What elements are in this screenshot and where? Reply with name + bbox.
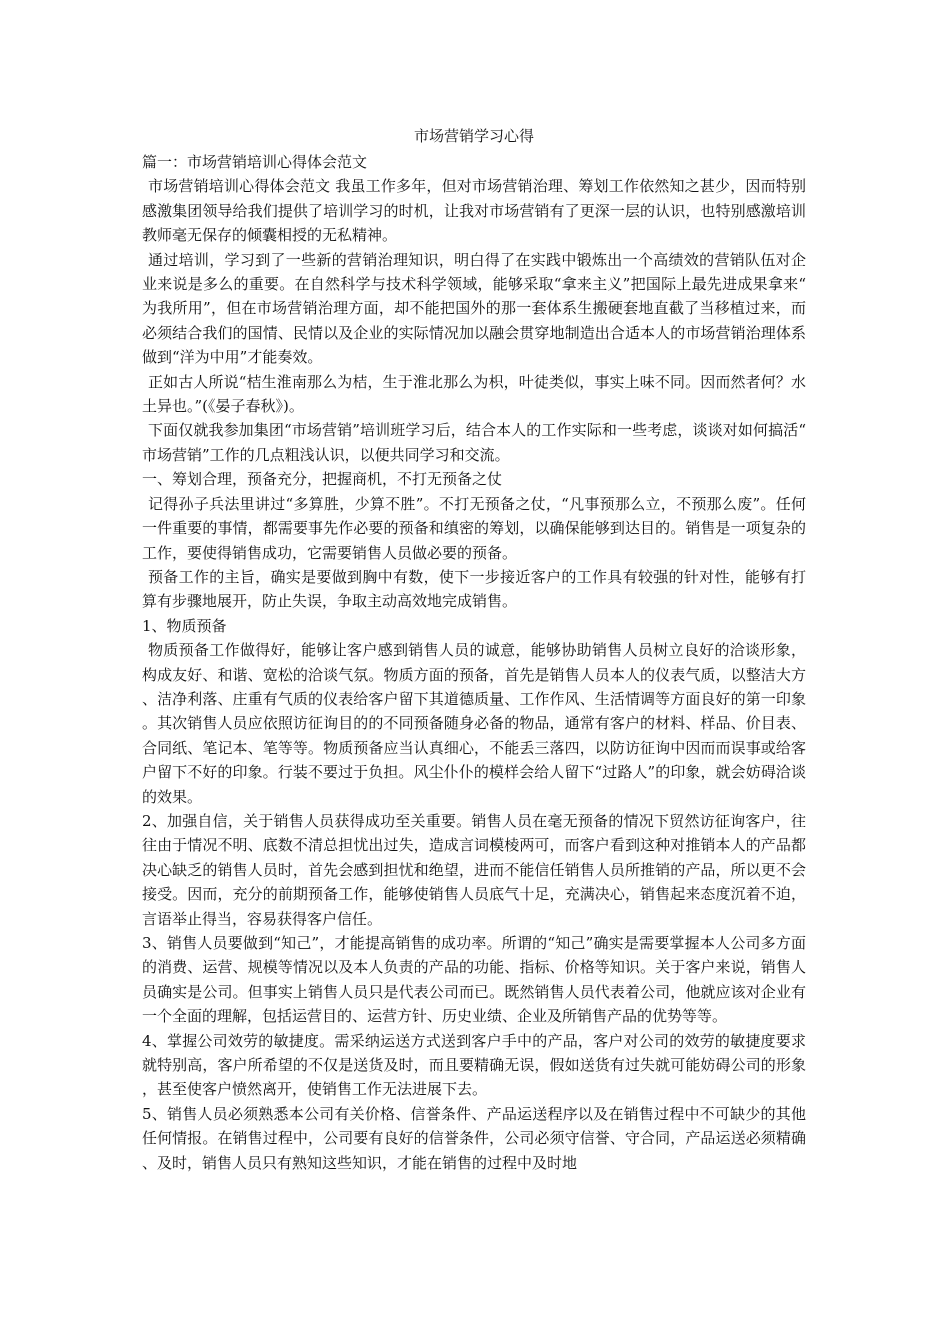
paragraph: 正如古人所说“桔生淮南那么为桔，生于淮北那么为枳，叶徒类似，事实上味不同。因而然者何？水土异也。”(《晏子春秋》)。 <box>142 372 806 416</box>
subsection-heading-material: 1、物质预备 <box>142 616 227 635</box>
document-title: 市场营销学习心得 <box>413 127 534 145</box>
paragraph: 下面仅就我参加集团“市场营销”培训班学习后，结合本人的工作实际和一些考虑，谈谈对如何搞活“市场营销”工作的几点粗浅认识，以便共同学习和交流。 <box>142 421 806 464</box>
paragraph-numbered: 5、销售人员必须熟悉本公司有关价格、信誉条件、产品运送程序以及在销售过程中不可缺少的其他任何情报。在销售过程中，公司要有良好的信誉条件，公司必须守信誉、守合同，产品运送必须精确、及时，销售人员只有熟知这些知识，才能在销售的过程中及时地 <box>142 1104 806 1172</box>
paragraph-numbered: 2、加强自信，关于销售人员获得成功至关重要。销售人员在毫无预备的情况下贸然访征询客户，往往由于情况不明、底数不清总担忧出过失，造成言词模棱两可，而客户看到这种对推销本人的产品都决心缺乏的销售人员时，首先会感到担忧和绝望，进而不能信任销售人员所推销的产品，所以更不会接受。因而，充分的前期预备工作，能够使销售人员底气十足，充满决心，销售起来态度沉着不迫，言语举止得当，容易获得客户信任。 <box>142 811 806 928</box>
paragraph-numbered: 3、销售人员要做到“知己”，才能提高销售的成功率。所谓的“知己”确实是需要掌握本人公司多方面的消费、运营、规模等情况以及本人负责的产品的功能、指标、价格等知识。关于客户来说，销售人员确实是公司。但事实上销售人员只是代表公司而已。既然销售人员代表着公司，他就应该对企业有一个全面的理解，包括运营目的、运营方针、历史业绩、企业及所销售产品的优势等等。 <box>142 934 806 1026</box>
paragraph: 市场营销培训心得体会范文 我虽工作多年，但对市场营销治理、筹划工作依然知之甚少，因而特别感激集团领导给我们提供了培训学习的时机，让我对市场营销有了更深一层的认识，也特别感激培训教师毫无保存的倾囊相授的无私精神。 <box>142 177 806 245</box>
section-heading-one: 一、筹划合理，预备充分，把握商机，不打无预备之仗 <box>142 470 503 489</box>
paragraph: 预备工作的主旨，确实是要做到胸中有数，使下一步接近客户的工作具有较强的针对性，能够有打算有步骤地展开，防止失误，争取主动高效地完成销售。 <box>142 567 806 611</box>
section-heading-part-one: 篇一：市场营销培训心得体会范文 <box>142 153 368 171</box>
paragraph: 通过培训，学习到了一些新的营销治理知识，明白得了在实践中锻炼出一个高绩效的营销队伍对企业来说是多么的重要。在自然科学与技术科学领域，能够采取“拿来主义”把国际上最先进成果拿来“为我所用”，但在市场营销治理方面，却不能把国外的那一套体系生搬硬套地直截了当移植过来，而必须结合我们的国情、民情以及企业的实际情况加以融会贯穿地制造出合适本人的市场营销治理体系做到“洋为中用”才能奏效。 <box>142 250 806 367</box>
paragraph: 物质预备工作做得好，能够让客户感到销售人员的诚意，能够协助销售人员树立良好的洽谈形象，构成友好、和谐、宽松的洽谈气氛。物质方面的预备，首先是销售人员本人的仪表气质，以整洁大方、洁净利落、庄重有气质的仪表给客户留下其道德质量、工作作风、生活情调等方面良好的第一印象。其次销售人员应依照访征询目的的不同预备随身必备的物品，通常有客户的材料、样品、价目表、合同纸、笔记本、笔等等。物质预备应当认真细心，不能丢三落四，以防访征询中因而而误事或给客户留下不好的印象。行装不要过于负担。风尘仆仆的模样会给人留下“过路人”的印象，就会妨碍洽谈的效果。 <box>142 641 806 806</box>
paragraph-numbered: 4、掌握公司效劳的敏捷度。需采纳运送方式送到客户手中的产品，客户对公司的效劳的敏捷度要求就特别高，客户所希望的不仅是送货及时，而且要精确无误，假如送货有过失就可能妨碍公司的形象，甚至使客户愤然离开，使销售工作无法进展下去。 <box>142 1031 806 1099</box>
paragraph: 记得孙子兵法里讲过“多算胜，少算不胜”。不打无预备之仗，“凡事预那么立，不预那么废”。任何一件重要的事情，都需要事先作必要的预备和缜密的筹划，以确保能够到达目的。销售是一项复杂的工作，要使得销售成功，它需要销售人员做必要的预备。 <box>142 494 806 562</box>
document-body <box>142 124 806 1175</box>
